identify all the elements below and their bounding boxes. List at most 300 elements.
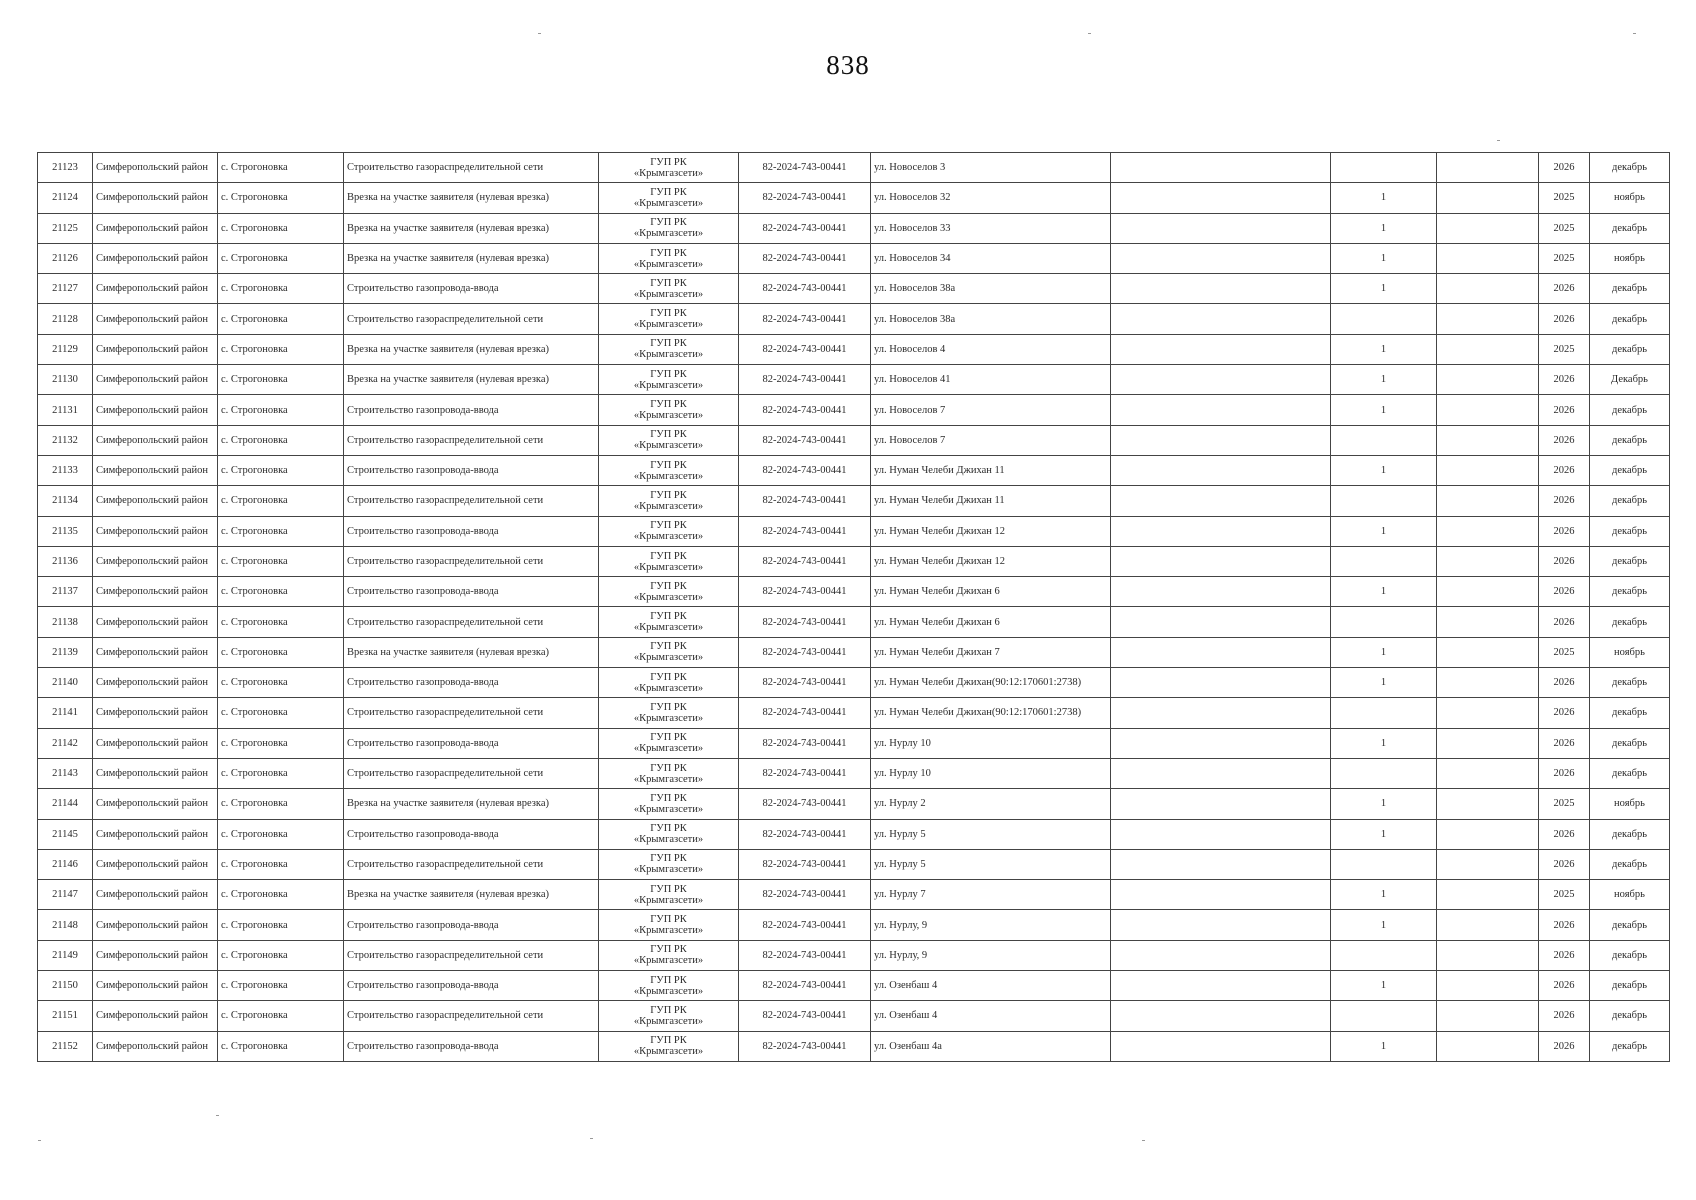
district-cell: Симферопольский район — [93, 516, 218, 546]
settlement-cell: с. Строгоновка — [218, 668, 344, 698]
empty-cell — [1111, 213, 1331, 243]
month-cell: ноябрь — [1590, 637, 1670, 667]
work-type-cell: Строительство газопровода-ввода — [344, 274, 599, 304]
quantity-cell — [1331, 304, 1437, 334]
organization-name: ГУП РК — [650, 611, 687, 623]
district-cell: Симферопольский район — [93, 334, 218, 364]
quantity-cell — [1331, 1001, 1437, 1031]
organization-brand: «Крымгазсети» — [633, 682, 704, 694]
work-type-cell: Строительство газопровода-ввода — [344, 516, 599, 546]
program-code-cell: 82-2024-743-00441 — [739, 1001, 871, 1031]
row-number-cell: 21127 — [38, 274, 93, 304]
address-cell: ул. Нурлу 10 — [871, 758, 1111, 788]
program-code-cell: 82-2024-743-00441 — [739, 486, 871, 516]
work-type-cell: Строительство газопровода-ввода — [344, 910, 599, 940]
district-cell: Симферопольский район — [93, 455, 218, 485]
settlement-cell: с. Строгоновка — [218, 516, 344, 546]
address-cell: ул. Новоселов 34 — [871, 243, 1111, 273]
table-row — [38, 213, 1670, 243]
empty-cell — [1437, 516, 1539, 546]
empty-cell — [1437, 334, 1539, 364]
program-code-cell: 82-2024-743-00441 — [739, 153, 871, 183]
scan-speck — [216, 1115, 219, 1116]
work-type-cell: Врезка на участке заявителя (нулевая врезка) — [344, 243, 599, 273]
settlement-cell: с. Строгоновка — [218, 334, 344, 364]
organization-brand: «Крымгазсети» — [633, 258, 704, 270]
year-cell: 2026 — [1539, 274, 1590, 304]
row-number-cell: 21142 — [38, 728, 93, 758]
empty-cell — [1111, 183, 1331, 213]
organization-cell — [599, 607, 739, 637]
work-type-cell: Строительство газопровода-ввода — [344, 1031, 599, 1061]
work-type-cell: Строительство газораспределительной сети — [344, 698, 599, 728]
year-cell: 2026 — [1539, 577, 1590, 607]
organization-cell — [599, 971, 739, 1001]
district-cell: Симферопольский район — [93, 153, 218, 183]
empty-cell — [1437, 274, 1539, 304]
organization-brand: «Крымгазсети» — [633, 803, 704, 815]
quantity-cell: 1 — [1331, 668, 1437, 698]
organization-name: ГУП РК — [650, 489, 687, 501]
year-cell: 2026 — [1539, 425, 1590, 455]
work-type-cell: Строительство газораспределительной сети — [344, 304, 599, 334]
empty-cell — [1111, 849, 1331, 879]
table-row — [38, 1031, 1670, 1061]
year-cell: 2026 — [1539, 546, 1590, 576]
organization-brand: «Крымгазсети» — [633, 955, 704, 967]
address-cell: ул. Нурлу 5 — [871, 819, 1111, 849]
program-code-cell: 82-2024-743-00441 — [739, 758, 871, 788]
table-row — [38, 274, 1670, 304]
year-cell: 2026 — [1539, 819, 1590, 849]
quantity-cell: 1 — [1331, 577, 1437, 607]
table-row — [38, 365, 1670, 395]
registry-rows — [38, 153, 1670, 1062]
month-cell: декабрь — [1590, 486, 1670, 516]
empty-cell — [1437, 183, 1539, 213]
organization-cell — [599, 1031, 739, 1061]
empty-cell — [1111, 304, 1331, 334]
organization-name: ГУП РК — [650, 247, 687, 259]
table-row — [38, 183, 1670, 213]
empty-cell — [1437, 243, 1539, 273]
empty-cell — [1111, 880, 1331, 910]
empty-cell — [1111, 274, 1331, 304]
district-cell: Симферопольский район — [93, 425, 218, 455]
address-cell: ул. Нуман Челеби Джихан 11 — [871, 486, 1111, 516]
month-cell: декабрь — [1590, 274, 1670, 304]
settlement-cell: с. Строгоновка — [218, 789, 344, 819]
district-cell: Симферопольский район — [93, 607, 218, 637]
quantity-cell — [1331, 425, 1437, 455]
address-cell: ул. Нуман Челеби Джихан 11 — [871, 455, 1111, 485]
table-row — [38, 728, 1670, 758]
empty-cell — [1437, 365, 1539, 395]
settlement-cell: с. Строгоновка — [218, 425, 344, 455]
organization-brand: «Крымгазсети» — [633, 834, 704, 846]
row-number-cell: 21136 — [38, 546, 93, 576]
empty-cell — [1111, 425, 1331, 455]
empty-cell — [1111, 971, 1331, 1001]
row-number-cell: 21134 — [38, 486, 93, 516]
organization-cell — [599, 395, 739, 425]
organization-cell — [599, 516, 739, 546]
year-cell: 2026 — [1539, 516, 1590, 546]
district-cell: Симферопольский район — [93, 304, 218, 334]
month-cell: декабрь — [1590, 213, 1670, 243]
table-row — [38, 849, 1670, 879]
organization-cell — [599, 365, 739, 395]
empty-cell — [1111, 455, 1331, 485]
empty-cell — [1437, 1001, 1539, 1031]
settlement-cell: с. Строгоновка — [218, 849, 344, 879]
empty-cell — [1111, 546, 1331, 576]
table-row — [38, 577, 1670, 607]
program-code-cell: 82-2024-743-00441 — [739, 334, 871, 364]
work-type-cell: Строительство газораспределительной сети — [344, 546, 599, 576]
program-code-cell: 82-2024-743-00441 — [739, 304, 871, 334]
year-cell: 2025 — [1539, 637, 1590, 667]
address-cell: ул. Озенбаш 4 — [871, 1001, 1111, 1031]
organization-name: ГУП РК — [650, 186, 687, 198]
empty-cell — [1437, 849, 1539, 879]
quantity-cell: 1 — [1331, 395, 1437, 425]
organization-brand: «Крымгазсети» — [633, 379, 704, 391]
organization-cell — [599, 274, 739, 304]
organization-cell — [599, 698, 739, 728]
month-cell: ноябрь — [1590, 183, 1670, 213]
empty-cell — [1111, 637, 1331, 667]
year-cell: 2026 — [1539, 698, 1590, 728]
quantity-cell: 1 — [1331, 334, 1437, 364]
settlement-cell: с. Строгоновка — [218, 395, 344, 425]
year-cell: 2026 — [1539, 607, 1590, 637]
district-cell: Симферопольский район — [93, 183, 218, 213]
settlement-cell: с. Строгоновка — [218, 880, 344, 910]
year-cell: 2026 — [1539, 455, 1590, 485]
organization-name: ГУП РК — [650, 1035, 687, 1047]
organization-cell — [599, 183, 739, 213]
empty-cell — [1111, 940, 1331, 970]
organization-name: ГУП РК — [650, 399, 687, 411]
row-number-cell: 21139 — [38, 637, 93, 667]
empty-cell — [1437, 213, 1539, 243]
district-cell: Симферопольский район — [93, 486, 218, 516]
settlement-cell: с. Строгоновка — [218, 213, 344, 243]
table-row — [38, 395, 1670, 425]
district-cell: Симферопольский район — [93, 789, 218, 819]
work-type-cell: Строительство газопровода-ввода — [344, 728, 599, 758]
table-row — [38, 668, 1670, 698]
quantity-cell: 1 — [1331, 183, 1437, 213]
year-cell: 2025 — [1539, 880, 1590, 910]
empty-cell — [1437, 486, 1539, 516]
month-cell: декабрь — [1590, 698, 1670, 728]
address-cell: ул. Нуман Челеби Джихан(90:12:170601:2738) — [871, 698, 1111, 728]
settlement-cell: с. Строгоновка — [218, 153, 344, 183]
organization-name: ГУП РК — [650, 156, 687, 168]
program-code-cell: 82-2024-743-00441 — [739, 1031, 871, 1061]
organization-brand: «Крымгазсети» — [633, 531, 704, 543]
empty-cell — [1111, 486, 1331, 516]
work-type-cell: Строительство газораспределительной сети — [344, 425, 599, 455]
program-code-cell: 82-2024-743-00441 — [739, 395, 871, 425]
row-number-cell: 21148 — [38, 910, 93, 940]
row-number-cell: 21130 — [38, 365, 93, 395]
quantity-cell — [1331, 698, 1437, 728]
empty-cell — [1111, 365, 1331, 395]
organization-name: ГУП РК — [650, 671, 687, 683]
organization-name: ГУП РК — [650, 1004, 687, 1016]
work-type-cell: Врезка на участке заявителя (нулевая врезка) — [344, 334, 599, 364]
settlement-cell: с. Строгоновка — [218, 274, 344, 304]
organization-brand: «Крымгазсети» — [633, 985, 704, 997]
quantity-cell: 1 — [1331, 637, 1437, 667]
organization-cell — [599, 940, 739, 970]
year-cell: 2026 — [1539, 910, 1590, 940]
month-cell: декабрь — [1590, 577, 1670, 607]
table-row — [38, 486, 1670, 516]
program-code-cell: 82-2024-743-00441 — [739, 274, 871, 304]
organization-cell — [599, 728, 739, 758]
organization-name: ГУП РК — [650, 974, 687, 986]
row-number-cell: 21150 — [38, 971, 93, 1001]
empty-cell — [1437, 910, 1539, 940]
organization-brand: «Крымгазсети» — [633, 743, 704, 755]
quantity-cell — [1331, 849, 1437, 879]
month-cell: декабрь — [1590, 728, 1670, 758]
year-cell: 2026 — [1539, 1031, 1590, 1061]
work-type-cell: Строительство газопровода-ввода — [344, 395, 599, 425]
organization-cell — [599, 486, 739, 516]
address-cell: ул. Нуман Челеби Джихан 6 — [871, 607, 1111, 637]
empty-cell — [1111, 698, 1331, 728]
month-cell: декабрь — [1590, 849, 1670, 879]
quantity-cell — [1331, 758, 1437, 788]
table-row — [38, 546, 1670, 576]
organization-brand: «Крымгазсети» — [633, 349, 704, 361]
quantity-cell: 1 — [1331, 880, 1437, 910]
table-row — [38, 334, 1670, 364]
empty-cell — [1111, 153, 1331, 183]
district-cell: Симферопольский район — [93, 758, 218, 788]
organization-name: ГУП РК — [650, 277, 687, 289]
year-cell: 2025 — [1539, 183, 1590, 213]
month-cell: декабрь — [1590, 153, 1670, 183]
organization-name: ГУП РК — [650, 308, 687, 320]
organization-brand: «Крымгазсети» — [633, 773, 704, 785]
row-number-cell: 21145 — [38, 819, 93, 849]
organization-brand: «Крымгазсети» — [633, 894, 704, 906]
quantity-cell: 1 — [1331, 910, 1437, 940]
program-code-cell: 82-2024-743-00441 — [739, 728, 871, 758]
table-row — [38, 910, 1670, 940]
program-code-cell: 82-2024-743-00441 — [739, 910, 871, 940]
year-cell: 2026 — [1539, 486, 1590, 516]
organization-cell — [599, 758, 739, 788]
quantity-cell: 1 — [1331, 516, 1437, 546]
empty-cell — [1437, 607, 1539, 637]
district-cell: Симферопольский район — [93, 698, 218, 728]
scan-speck — [1088, 33, 1091, 34]
table-row — [38, 455, 1670, 485]
district-cell: Симферопольский район — [93, 971, 218, 1001]
work-type-cell: Строительство газораспределительной сети — [344, 153, 599, 183]
program-code-cell: 82-2024-743-00441 — [739, 546, 871, 576]
year-cell: 2025 — [1539, 334, 1590, 364]
empty-cell — [1111, 668, 1331, 698]
organization-brand: «Крымгазсети» — [633, 410, 704, 422]
address-cell: ул. Нуман Челеби Джихан 6 — [871, 577, 1111, 607]
month-cell: декабрь — [1590, 1031, 1670, 1061]
organization-cell — [599, 425, 739, 455]
organization-brand: «Крымгазсети» — [633, 228, 704, 240]
empty-cell — [1111, 728, 1331, 758]
organization-brand: «Крымгазсети» — [633, 591, 704, 603]
address-cell: ул. Новоселов 33 — [871, 213, 1111, 243]
program-code-cell: 82-2024-743-00441 — [739, 971, 871, 1001]
organization-name: ГУП РК — [650, 429, 687, 441]
program-code-cell: 82-2024-743-00441 — [739, 698, 871, 728]
district-cell: Симферопольский район — [93, 728, 218, 758]
organization-brand: «Крымгазсети» — [633, 864, 704, 876]
month-cell: декабрь — [1590, 425, 1670, 455]
scan-speck — [1497, 140, 1500, 141]
organization-cell — [599, 819, 739, 849]
table-row — [38, 940, 1670, 970]
row-number-cell: 21128 — [38, 304, 93, 334]
organization-cell — [599, 668, 739, 698]
empty-cell — [1437, 637, 1539, 667]
address-cell: ул. Нурлу 5 — [871, 849, 1111, 879]
row-number-cell: 21137 — [38, 577, 93, 607]
district-cell: Симферопольский район — [93, 880, 218, 910]
row-number-cell: 21141 — [38, 698, 93, 728]
empty-cell — [1111, 758, 1331, 788]
program-code-cell: 82-2024-743-00441 — [739, 577, 871, 607]
work-type-cell: Врезка на участке заявителя (нулевая врезка) — [344, 213, 599, 243]
address-cell: ул. Нуман Челеби Джихан 12 — [871, 516, 1111, 546]
empty-cell — [1437, 455, 1539, 485]
quantity-cell: 1 — [1331, 274, 1437, 304]
month-cell: ноябрь — [1590, 880, 1670, 910]
settlement-cell: с. Строгоновка — [218, 728, 344, 758]
program-code-cell: 82-2024-743-00441 — [739, 455, 871, 485]
table-row — [38, 243, 1670, 273]
scan-speck — [538, 33, 541, 34]
organization-cell — [599, 304, 739, 334]
empty-cell — [1437, 758, 1539, 788]
program-code-cell: 82-2024-743-00441 — [739, 183, 871, 213]
year-cell: 2026 — [1539, 971, 1590, 1001]
organization-cell — [599, 243, 739, 273]
district-cell: Симферопольский район — [93, 668, 218, 698]
district-cell: Симферопольский район — [93, 243, 218, 273]
year-cell: 2026 — [1539, 758, 1590, 788]
organization-name: ГУП РК — [650, 792, 687, 804]
quantity-cell: 1 — [1331, 365, 1437, 395]
row-number-cell: 21126 — [38, 243, 93, 273]
address-cell: ул. Новоселов 7 — [871, 395, 1111, 425]
organization-brand: «Крымгазсети» — [633, 652, 704, 664]
organization-name: ГУП РК — [650, 550, 687, 562]
quantity-cell: 1 — [1331, 1031, 1437, 1061]
empty-cell — [1111, 577, 1331, 607]
month-cell: декабрь — [1590, 334, 1670, 364]
address-cell: ул. Нуман Челеби Джихан(90:12:170601:2738) — [871, 668, 1111, 698]
program-code-cell: 82-2024-743-00441 — [739, 940, 871, 970]
empty-cell — [1111, 395, 1331, 425]
district-cell: Симферопольский район — [93, 940, 218, 970]
quantity-cell: 1 — [1331, 455, 1437, 485]
empty-cell — [1437, 971, 1539, 1001]
organization-brand: «Крымгазсети» — [633, 712, 704, 724]
settlement-cell: с. Строгоновка — [218, 637, 344, 667]
row-number-cell: 21132 — [38, 425, 93, 455]
address-cell: ул. Новоселов 38а — [871, 274, 1111, 304]
row-number-cell: 21133 — [38, 455, 93, 485]
organization-name: ГУП РК — [650, 853, 687, 865]
address-cell: ул. Озенбаш 4 — [871, 971, 1111, 1001]
empty-cell — [1437, 880, 1539, 910]
organization-brand: «Крымгазсети» — [633, 622, 704, 634]
organization-name: ГУП РК — [650, 823, 687, 835]
month-cell: декабрь — [1590, 395, 1670, 425]
empty-cell — [1111, 789, 1331, 819]
table-row — [38, 637, 1670, 667]
organization-brand: «Крымгазсети» — [633, 319, 704, 331]
table-row — [38, 425, 1670, 455]
quantity-cell: 1 — [1331, 789, 1437, 819]
settlement-cell: с. Строгоновка — [218, 486, 344, 516]
empty-cell — [1111, 1001, 1331, 1031]
program-code-cell: 82-2024-743-00441 — [739, 425, 871, 455]
organization-name: ГУП РК — [650, 580, 687, 592]
organization-name: ГУП РК — [650, 914, 687, 926]
scan-speck — [1142, 1140, 1145, 1141]
year-cell: 2026 — [1539, 1001, 1590, 1031]
work-type-cell: Строительство газораспределительной сети — [344, 849, 599, 879]
year-cell: 2026 — [1539, 395, 1590, 425]
row-number-cell: 21135 — [38, 516, 93, 546]
address-cell: ул. Новоселов 32 — [871, 183, 1111, 213]
empty-cell — [1111, 1031, 1331, 1061]
row-number-cell: 21125 — [38, 213, 93, 243]
organization-cell — [599, 849, 739, 879]
empty-cell — [1111, 910, 1331, 940]
empty-cell — [1437, 395, 1539, 425]
work-type-cell: Врезка на участке заявителя (нулевая врезка) — [344, 789, 599, 819]
organization-cell — [599, 789, 739, 819]
empty-cell — [1437, 819, 1539, 849]
row-number-cell: 21144 — [38, 789, 93, 819]
district-cell: Симферопольский район — [93, 819, 218, 849]
district-cell: Симферопольский район — [93, 849, 218, 879]
work-type-cell: Строительство газораспределительной сети — [344, 758, 599, 788]
organization-cell — [599, 880, 739, 910]
table-row — [38, 516, 1670, 546]
district-cell: Симферопольский район — [93, 395, 218, 425]
organization-name: ГУП РК — [650, 701, 687, 713]
scan-speck — [1633, 33, 1636, 34]
empty-cell — [1111, 516, 1331, 546]
district-cell: Симферопольский район — [93, 274, 218, 304]
quantity-cell: 1 — [1331, 971, 1437, 1001]
address-cell: ул. Новоселов 4 — [871, 334, 1111, 364]
month-cell: декабрь — [1590, 304, 1670, 334]
organization-cell — [599, 637, 739, 667]
address-cell: ул. Озенбаш 4а — [871, 1031, 1111, 1061]
